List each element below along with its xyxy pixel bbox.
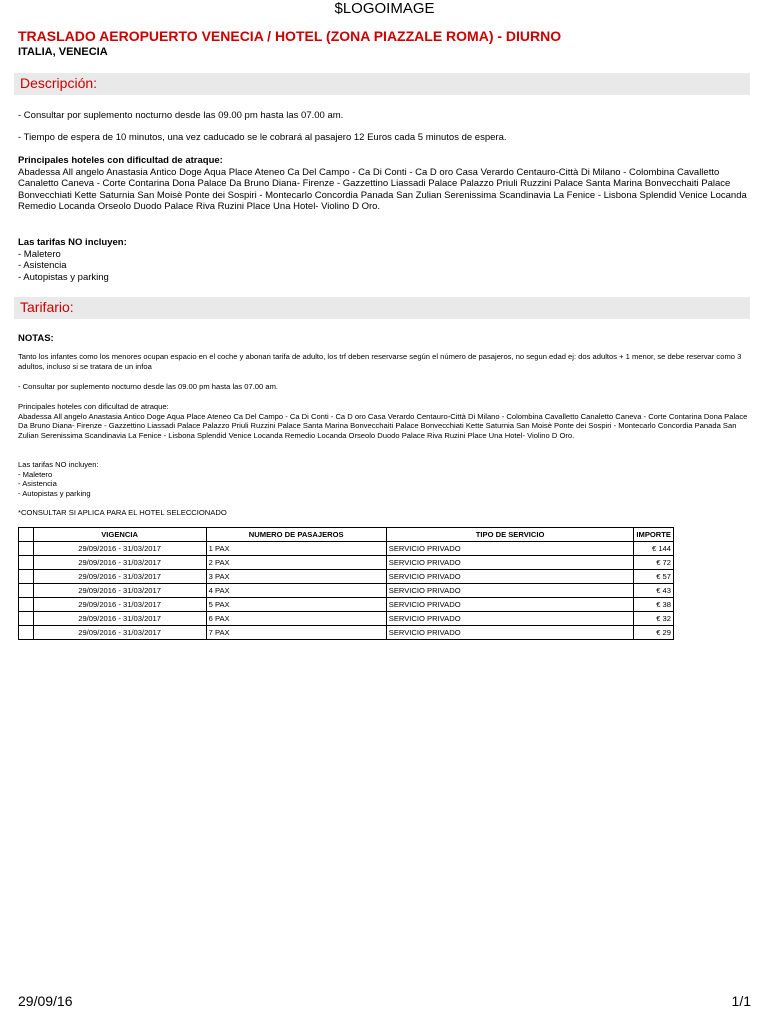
tarifario-hotels [18, 402, 748, 440]
descripcion-line-2: - Tiempo de espera de 10 minutos, una vez caducado se le cobrará al pasajero 12 Euros cada 5 minutos de espera. [18, 132, 507, 143]
logo-placeholder: $LOGOIMAGE [334, 0, 435, 17]
descripcion-line-1: - Consultar por suplemento nocturno desde las 09.00 pm hasta las 07.00 am. [18, 110, 344, 121]
descripcion-heading: Descripción: [20, 75, 98, 91]
table-cell-servicio: SERVICIO PRIVADO [386, 556, 634, 570]
page-title: TRASLADO AEROPUERTO VENECIA / HOTEL (ZONA PIAZZALE ROMA) - DIURNO [18, 28, 562, 44]
table-cell-blank [19, 598, 34, 612]
descripcion-hotels-text: Abadessa All angelo Anastasia Antico Doge Aqua Place Ateneo Ca Del Campo - Ca Di Conti - Ca D oro Casa Verardo Centauro-Città Di Milano - Colombina Cavalletto Canaletto Caneva - Corte Contarina Dona Palace Da Bruno Diana- Firenze - Gazzettino Liassadi Palace Palazzo Priuli Ruzzini Palace Santa Marina Bonvecchaiti Palace Bonvecchiati Kette Saturnia San Moisè Ponte dei Sospiri - Montecarlo Concordia Panada San Zulian Serenissima Scandinavia La Fenice - Lisbona Splendid Venice Locanda Remedio Locanda Orseolo Duodo Palace Riva Ruzini Place Una Hotel- Violino D Oro. [18, 166, 747, 212]
footer-date: 29/09/16 [18, 993, 73, 1009]
notas-title: NOTAS: [18, 333, 54, 344]
table-cell-pasajeros: 4 PAX [206, 584, 386, 598]
descripcion-hotels-title: Principales hoteles con dificultad de atraque: [18, 155, 223, 166]
table-row [19, 570, 674, 584]
table-cell-importe: € 43 [634, 584, 674, 598]
table-cell-servicio: SERVICIO PRIVADO [386, 598, 634, 612]
table-cell-vigencia: 29/09/2016 - 31/03/2017 [33, 556, 206, 570]
table-cell-blank [19, 570, 34, 584]
table-cell-servicio: SERVICIO PRIVADO [386, 570, 634, 584]
table-row [19, 556, 674, 570]
table-cell-blank [19, 626, 34, 640]
table-cell-blank [19, 612, 34, 626]
table-cell-pasajeros: 6 PAX [206, 612, 386, 626]
descripcion-exclusion-item: - Maletero [18, 248, 61, 260]
table-cell-servicio: SERVICIO PRIVADO [386, 612, 634, 626]
table-header-importe: IMPORTE [634, 528, 674, 542]
tarifario-hotels-title: Principales hoteles con dificultad de atraque: [18, 402, 169, 411]
table-header-servicio: TIPO DE SERVICIO [386, 528, 634, 542]
table-cell-importe: € 38 [634, 598, 674, 612]
table-row [19, 598, 674, 612]
table-cell-pasajeros: 7 PAX [206, 626, 386, 640]
table-cell-blank [19, 556, 34, 570]
table-cell-blank [19, 542, 34, 556]
table-row [19, 626, 674, 640]
table-cell-servicio: SERVICIO PRIVADO [386, 626, 634, 640]
table-cell-importe: € 57 [634, 570, 674, 584]
table-cell-importe: € 72 [634, 556, 674, 570]
table-row [19, 542, 674, 556]
table-cell-vigencia: 29/09/2016 - 31/03/2017 [33, 626, 206, 640]
table-cell-blank [19, 584, 34, 598]
tarifario-exclusion-item: - Autopistas y parking [18, 488, 91, 498]
nota-suplemento: - Consultar por suplemento nocturno desde las 09.00 pm hasta las 07.00 am. [18, 382, 279, 391]
table-cell-vigencia: 29/09/2016 - 31/03/2017 [33, 598, 206, 612]
descripcion-exclusions [18, 237, 748, 283]
table-cell-pasajeros: 2 PAX [206, 556, 386, 570]
table-cell-pasajeros: 3 PAX [206, 570, 386, 584]
table-header-row [19, 528, 674, 542]
consultar-hotel-note: *CONSULTAR SI APLICA PARA EL HOTEL SELECCIONADO [18, 508, 227, 517]
table-cell-pasajeros: 5 PAX [206, 598, 386, 612]
footer-page-number: 1/1 [731, 993, 751, 1009]
table-cell-vigencia: 29/09/2016 - 31/03/2017 [33, 612, 206, 626]
descripcion-exclusion-item: - Autopistas y parking [18, 271, 109, 283]
table-header-vigencia: VIGENCIA [33, 528, 206, 542]
tarifario-heading: Tarifario: [20, 299, 74, 315]
tarifario-section-header [14, 297, 750, 319]
table-cell-importe: € 29 [634, 626, 674, 640]
table-cell-importe: € 144 [634, 542, 674, 556]
nota-infantes: Tanto los infantes como los menores ocupan espacio en el coche y abonan tarifa de adulto, los trf deben reservarse según el número de pasajeros, no segun edad ej: dos adultos + 1 menor, se debe reservar como 3 adultos, incluso si se tratara de un infoa [18, 352, 742, 371]
rates-table [18, 527, 674, 640]
table-cell-importe: € 32 [634, 612, 674, 626]
table-header-pasajeros: NUMERO DE PASAJEROS [206, 528, 386, 542]
descripcion-section-header [14, 73, 750, 95]
descripcion-exclusion-item: - Asistencia [18, 260, 67, 271]
table-cell-vigencia: 29/09/2016 - 31/03/2017 [33, 584, 206, 598]
descripcion-exclusions-title: Las tarifas NO incluyen: [18, 237, 127, 248]
table-cell-vigencia: 29/09/2016 - 31/03/2017 [33, 542, 206, 556]
page-location: ITALIA, VENECIA [18, 46, 108, 58]
descripcion-hotels [18, 155, 748, 213]
table-cell-pasajeros: 1 PAX [206, 542, 386, 556]
tarifario-exclusion-item: - Asistencia [18, 479, 57, 488]
tarifario-hotels-text: Abadessa All angelo Anastasia Antico Doge Aqua Place Ateneo Ca Del Campo - Ca Di Conti - Ca D oro Casa Verardo Centauro-Città Di Milano - Colombina Cavalletto Canaletto Caneva - Corte Contarina Dona Palace Da Bruno Diana- Firenze - Gazzettino Liassadi Palace Palazzo Priuli Ruzzini Palace Santa Marina Bonvecchaiti Palace Bonvecchiati Kette Saturnia San Moisè Ponte dei Sospiri - Montecarlo Concordia Panada San Zulian Serenissima Scandinavia La Fenice - Lisbona Splendid Venice Locanda Remedio Locanda Orseolo Duodo Palace Riva Ruzini Place Una Hotel- Violino D Oro. [18, 411, 748, 440]
tarifario-exclusion-item: - Maletero [18, 469, 53, 479]
tarifario-exclusions-title: Las tarifas NO incluyen: [18, 460, 99, 469]
tarifario-exclusions [18, 460, 748, 498]
table-cell-servicio: SERVICIO PRIVADO [386, 542, 634, 556]
table-cell-servicio: SERVICIO PRIVADO [386, 584, 634, 598]
table-header-blank [19, 528, 34, 542]
table-row [19, 584, 674, 598]
table-cell-vigencia: 29/09/2016 - 31/03/2017 [33, 570, 206, 584]
table-row [19, 612, 674, 626]
